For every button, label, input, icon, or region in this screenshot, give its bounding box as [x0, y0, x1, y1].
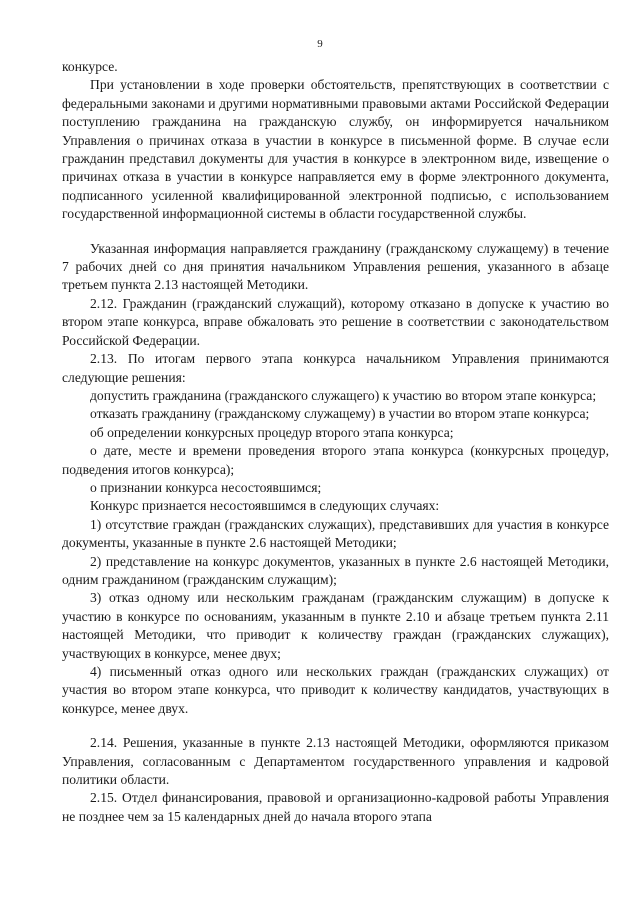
- decision-item-admit: допустить гражданина (гражданского служащего) к участию во втором этапе конкурса;: [90, 387, 597, 403]
- page-number: 9: [317, 38, 323, 50]
- paragraph-refusal-notice: При установлении в ходе проверки обстоятельств, препятствующих в соответствии с федеральными законами и другими нормативными правовыми актами Российской Федерации поступлению гражданина на гражданскую службу, он информируется начальником Управления о причинах отказа в участии в конкурсе в письменной форме. В случае если гражданин представил документы для участия в конкурсе в электронном виде, извещение о причинах отказа в участии в конкурсе направляется ему в форме электронного документа, подписанного усиленной квалифицированной электронной подписью, с использованием государственной информационной системы в области государственной службы.: [62, 77, 609, 222]
- failed-case-4: 4) письменный отказ одного или нескольких граждан (гражданских служащих) от участия во втором этапе конкурса, что приводит к количеству кандидатов, участвующих в конкурсе, менее двух.: [62, 664, 609, 716]
- failed-case-3: 3) отказ одному или нескольким гражданам (гражданским служащим) в допуске к участию в конкурсе по основаниям, указанным в пункте 2.10 и абзаце третьем пункта 2.11 настоящей Методики, что приводит к количеству граждан (гражданских служащих), участвующих в конкурсе, менее двух;: [62, 590, 609, 661]
- paragraph-2-12: 2.12. Гражданин (гражданский служащий), которому отказано в допуске к участию во втором этапе конкурса, вправе обжаловать это решение в соответствии с законодательством Российской Федерации.: [62, 295, 609, 348]
- failed-case-2: 2) представление на конкурс документов, указанных в пункте 2.6 настоящей Методики, одним гражданином (гражданским служащим);: [62, 553, 609, 587]
- paragraph-info-deadline: Указанная информация направляется гражданину (гражданскому служащему) в течение 7 рабочих дней со дня принятия начальником Управления решения, указанного в абзаце третьем пункта 2.13 настоящей Методики.: [62, 240, 609, 293]
- paragraph-continuation: конкурсе.: [62, 59, 118, 74]
- document-body: [62, 58, 609, 826]
- paragraph-2-13: 2.13. По итогам первого этапа конкурса начальником Управления принимаются следующие решения:: [62, 351, 609, 385]
- decision-item-refuse: отказать гражданину (гражданскому служащему) в участии во втором этапе конкурса;: [90, 406, 590, 422]
- paragraph-failed-cases: Конкурс признается несостоявшимся в следующих случаях:: [90, 498, 440, 514]
- failed-case-1: 1) отсутствие граждан (гражданских служащих), представивших для участия в конкурсе документы, указанные в пункте 2.6 настоящей Методики;: [62, 516, 609, 551]
- decision-item-date-place: о дате, месте и времени проведения второго этапа конкурса (конкурсных процедур, подведения итогов конкурса);: [62, 443, 609, 477]
- decision-item-failed: о признании конкурса несостоявшимся;: [90, 479, 322, 495]
- paragraph-2-14: 2.14. Решения, указанные в пункте 2.13 настоящей Методики, оформляются приказом Управления, согласованным с Департаментом государственного управления и кадровой политики области.: [62, 735, 609, 788]
- paragraph-2-15: 2.15. Отдел финансирования, правовой и организационно-кадровой работы Управления не позднее чем за 15 календарных дней до начала второго этапа: [62, 790, 609, 824]
- decision-item-procedures: об определении конкурсных процедур второго этапа конкурса;: [90, 424, 454, 440]
